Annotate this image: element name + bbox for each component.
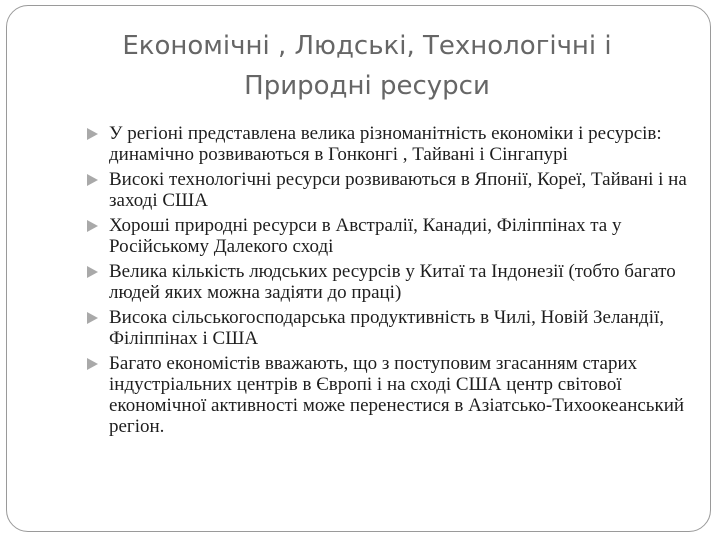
bullet-item xyxy=(87,123,697,165)
bullet-text: Висока сільськогосподарська продуктивність в Чилі, Новій Зеландії, Філіппінах і США xyxy=(109,307,664,349)
slide-title-line-2: Природні ресурси xyxy=(244,71,490,101)
slide-title-line-1: Економічні , Людські, Технологічні і xyxy=(122,31,612,61)
bullet-item xyxy=(87,169,697,211)
bullet-list xyxy=(87,123,697,441)
bullet-text: Хороші природні ресурси в Австралії, Канадиі, Філіппінах та у Російському Далекого сході xyxy=(109,215,622,257)
slide-frame xyxy=(6,5,711,532)
bullet-text: Велика кількість людських ресурсів у Китаї та Індонезії (тобто багато людей яких можна задіяти до праці) xyxy=(109,261,676,303)
triangle-bullet-icon xyxy=(87,220,98,232)
slide-title xyxy=(47,26,687,106)
triangle-bullet-icon xyxy=(87,312,98,324)
bullet-item xyxy=(87,215,697,257)
bullet-item xyxy=(87,353,697,437)
bullet-item xyxy=(87,307,697,349)
bullet-text: Багато економістів вважають, що з поступовим згасанням старих індустріальних центрів в Європі і на сході США центр світової економічної активності може перенестися в Азіатсько-Тихоокеанський регіон. xyxy=(109,353,685,437)
triangle-bullet-icon xyxy=(87,174,98,186)
triangle-bullet-icon xyxy=(87,128,98,140)
bullet-text: У регіоні представлена велика різноманітність економіки і ресурсів: динамічно розвиваються в Гонконгі , Тайвані і Сінгапурі xyxy=(109,123,662,165)
bullet-text: Високі технологічні ресурси розвиваються в Японії, Кореї, Тайвані і на заході США xyxy=(109,169,687,211)
triangle-bullet-icon xyxy=(87,358,98,370)
triangle-bullet-icon xyxy=(87,266,98,278)
bullet-item xyxy=(87,261,697,303)
